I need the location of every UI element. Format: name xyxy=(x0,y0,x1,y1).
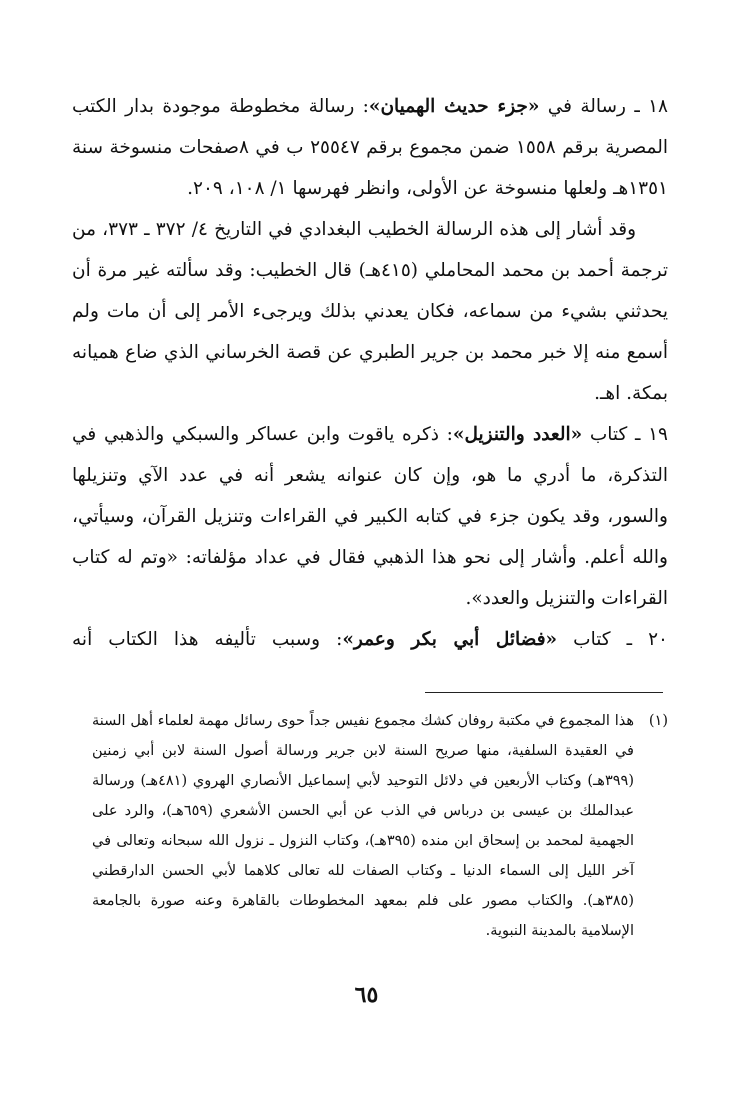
paragraph-text: رسالة في xyxy=(539,96,635,117)
paragraph-text: كتاب xyxy=(582,424,635,445)
item-number: ٢٠ ـ xyxy=(626,629,668,650)
paragraph-19 xyxy=(72,414,668,619)
page-number: ٦٥ xyxy=(354,982,379,1008)
footnote xyxy=(92,706,668,946)
work-title: «جزء حديث الهميان» xyxy=(368,96,540,117)
paragraph-text: : ذكره ياقوت وابن عساكر والسبكي والذهبي في التذكرة، ما أدري ما هو، وإن كان عنوانه يشعر أنه في عدد الآي وتنزيلها والسور، وقد يكون جزء في كتابه الكبير في القراءات وتنزيل القرآن، وسيأتي، والله أعلم. وأشار إلى نحو هذا الذهبي فقال في عداد مؤلفاته: «وتم له كتاب القراءات والتنزيل والعدد». xyxy=(72,424,668,609)
paragraph-khatib-note xyxy=(72,209,668,414)
footnote-separator xyxy=(425,692,663,693)
paragraph-20 xyxy=(72,619,668,660)
item-number: ١٩ ـ xyxy=(635,424,668,445)
work-title: «العدد والتنزيل» xyxy=(452,424,583,445)
footnotes xyxy=(92,706,668,946)
main-text xyxy=(72,86,668,660)
item-number: ١٨ ـ xyxy=(634,96,668,117)
paragraph-text: : وسبب تأليفه هذا الكتاب أنه xyxy=(72,629,343,650)
work-title: «فضائل أبي بكر وعمر» xyxy=(342,629,558,650)
paragraph-text: : رسالة مخطوطة موجودة بدار الكتب المصرية برقم ١٥٥٨ ضمن مجموع برقم ٢٥٥٤٧ ب في ٨صفحات منسوخة سنة ١٣٥١هـ ولعلها منسوخة عن الأولى، وانظر فهرسها ١/ ١٠٨، ٢٠٩. xyxy=(72,96,669,199)
paragraph-text: كتاب xyxy=(557,629,627,650)
paragraph-text: وقد أشار إلى هذه الرسالة الخطيب البغدادي في التاريخ ٤/ ٣٧٢ ـ ٣٧٣، من ترجمة أحمد بن محمد المحاملي (٤١٥هـ) قال الخطيب: وقد سألته غير مرة أن يحدثني بشيء من سماعه، فكان يعدني بذلك ويرجىء الأمر إلى أن مات ولم أسمع منه إلا خبر محمد بن جرير الطبري عن قصة الخرساني الذي ضاع هميانه بمكة. اهـ. xyxy=(72,219,668,404)
footnote-marker: (١) xyxy=(648,713,668,729)
paragraph-18 xyxy=(72,86,668,209)
footnote-text: هذا المجموع في مكتبة روفان كشك مجموع نفيس جداً حوى رسائل مهمة لعلماء أهل السنة في العقيدة السلفية، منها صريح السنة لابن جرير ورسالة أصول السنة لابن أبي زمنين (٣٩٩هـ) وكتاب الأربعين في دلائل التوحيد لأبي إسماعيل الأنصاري الهروي (٤٨١هـ) ورسالة عبدالملك بن عيسى بن درباس في الذب عن أبي الحسن الأشعري (٦٥٩هـ)، والرد على الجهمية لمحمد بن إسحاق ابن منده (٣٩٥هـ)، وكتاب النزول ـ نزول الله سبحانه وتعالى في آخر الليل إلى السماء الدنيا ـ وكتاب الصفات لله تعالى كلاهما لأبي الحسن الدارقطني (٣٨٥هـ). والكتاب مصور على فلم بمعهد المخطوطات بالقاهرة وعنه صورة بالجامعة الإسلامية بالمدينة النبوية. xyxy=(92,713,634,939)
